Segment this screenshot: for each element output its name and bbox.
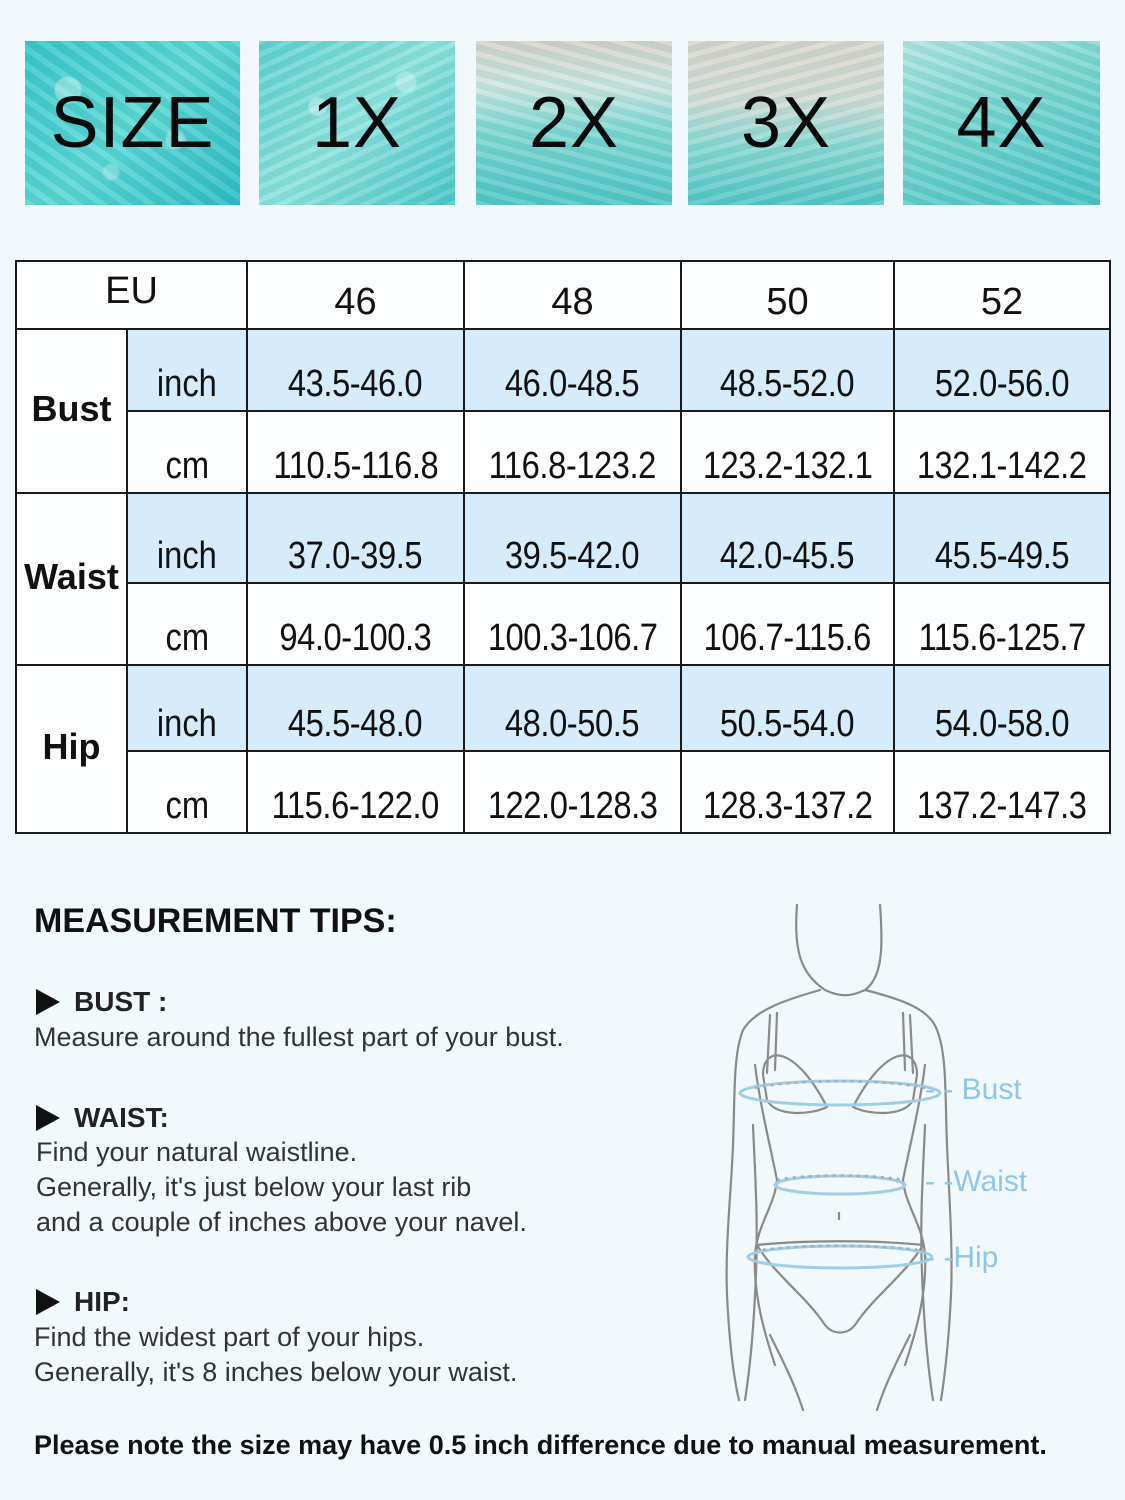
table-row (16, 665, 1110, 751)
table-cell (681, 665, 894, 751)
table-cell (681, 583, 894, 665)
tip-line: Generally, it's just below your last rib (36, 1172, 472, 1202)
tip-heading-text: WAIST: (74, 1102, 169, 1133)
unit-text: cm (165, 617, 209, 659)
unit-text: inch (157, 535, 217, 577)
cell-value: 137.2-147.3 (917, 785, 1087, 827)
table-cell (464, 411, 681, 493)
unit-label (127, 411, 247, 493)
group-label-bust: Bust (16, 329, 127, 493)
table-cell (247, 665, 464, 751)
tip-line: Generally, it's 8 inches below your waist. (34, 1357, 518, 1387)
table-cell (247, 493, 464, 583)
table-row (16, 751, 1110, 833)
table-cell (681, 751, 894, 833)
tip-heading-hip (36, 1286, 130, 1318)
cell-value: 50.5-54.0 (720, 703, 855, 745)
cell-value: 45.5-49.5 (934, 535, 1070, 577)
body-outline-illustration (715, 895, 1115, 1415)
table-cell (681, 329, 894, 411)
cell-value: 100.3-106.7 (487, 617, 658, 659)
table-cell (681, 493, 894, 583)
play-triangle-icon (36, 1289, 60, 1315)
size-tile-2x (476, 41, 672, 205)
table-row (16, 411, 1110, 493)
table-cell (464, 493, 681, 583)
table-cell (681, 411, 894, 493)
tip-text-bust (34, 1020, 564, 1055)
size-tile (25, 41, 240, 205)
unit-label (127, 751, 247, 833)
cell-value: 54.0-58.0 (934, 703, 1070, 745)
tip-heading-waist (36, 1102, 169, 1134)
tip-heading-text: BUST : (74, 986, 168, 1017)
size-tile-3x (688, 41, 884, 205)
tip-heading-text: HIP: (74, 1286, 130, 1317)
cell-value: 52.0-56.0 (934, 363, 1070, 405)
unit-text: inch (157, 363, 217, 405)
size-tiles (25, 41, 1100, 205)
hip-label: - -Hip (925, 1241, 999, 1274)
table-cell (894, 411, 1110, 493)
table-cell (247, 329, 464, 411)
table-cell (464, 665, 681, 751)
cell-value: 43.5-46.0 (288, 363, 423, 405)
tip-line: Find the widest part of your hips. (34, 1322, 425, 1352)
play-triangle-icon (36, 1105, 60, 1131)
waist-label: - -Waist (925, 1165, 1028, 1198)
bust-label: - - Bust (925, 1073, 1022, 1106)
tip-text-hip (34, 1320, 517, 1390)
size-tile-label: 2X (528, 83, 620, 163)
unit-label (127, 665, 247, 751)
eu-size: 52 (894, 261, 1110, 329)
cell-value: 122.0-128.3 (487, 785, 658, 827)
cell-value: 132.1-142.2 (917, 445, 1087, 487)
unit-label (127, 329, 247, 411)
cell-value: 116.8-123.2 (488, 445, 657, 487)
cell-value: 128.3-137.2 (702, 785, 873, 827)
cell-value: 115.6-122.0 (271, 785, 440, 827)
tip-line: Measure around the fullest part of your bust. (34, 1022, 564, 1052)
measurement-tips-title: MEASUREMENT TIPS: (34, 902, 397, 940)
eu-size: 46 (247, 261, 464, 329)
unit-text: cm (165, 785, 209, 827)
cell-value: 48.5-52.0 (720, 363, 855, 405)
size-tile-label: SIZE (50, 83, 215, 163)
tip-line: and a couple of inches above your navel. (36, 1207, 527, 1237)
table-row (16, 583, 1110, 665)
unit-text: cm (165, 445, 209, 487)
table-header-row (16, 261, 1110, 329)
table-cell (894, 751, 1110, 833)
cell-value: 106.7-115.6 (703, 617, 872, 659)
size-tile-4x (903, 41, 1100, 205)
cell-value: 39.5-42.0 (505, 535, 640, 577)
cell-value: 123.2-132.1 (702, 445, 873, 487)
cell-value: 48.0-50.5 (505, 703, 640, 745)
cell-value: 46.0-48.5 (505, 363, 640, 405)
table-cell (894, 665, 1110, 751)
table-row (16, 493, 1110, 583)
eu-label: EU (16, 261, 247, 329)
size-tile-label: 3X (740, 83, 832, 163)
size-chart-table (15, 260, 1111, 834)
table-row (16, 329, 1110, 411)
group-label-hip: Hip (16, 665, 127, 833)
unit-text: inch (157, 703, 217, 745)
tip-text-waist (36, 1135, 527, 1240)
size-tile-label: 4X (956, 83, 1047, 163)
measurement-note: Please note the size may have 0.5 inch difference due to manual measurement. (34, 1430, 1047, 1460)
play-triangle-icon (36, 989, 60, 1015)
unit-label (127, 583, 247, 665)
cell-value: 42.0-45.5 (720, 535, 855, 577)
table-cell (247, 751, 464, 833)
size-tile-1x (259, 41, 455, 205)
cell-value: 110.5-116.8 (273, 445, 438, 487)
eu-size: 48 (464, 261, 681, 329)
tip-line: Find your natural waistline. (36, 1137, 358, 1167)
table-cell (247, 411, 464, 493)
tip-heading-bust (36, 986, 167, 1018)
cell-value: 94.0-100.3 (279, 617, 432, 659)
size-tile-label: 1X (311, 83, 403, 163)
unit-label (127, 493, 247, 583)
table-cell (464, 329, 681, 411)
cell-value: 37.0-39.5 (288, 535, 423, 577)
table-cell (247, 583, 464, 665)
group-label-waist: Waist (16, 493, 127, 665)
cell-value: 45.5-48.0 (288, 703, 423, 745)
table-cell (894, 329, 1110, 411)
cell-value: 115.6-125.7 (918, 617, 1086, 659)
table-cell (464, 751, 681, 833)
table-cell (894, 493, 1110, 583)
table-cell (464, 583, 681, 665)
table-cell (894, 583, 1110, 665)
eu-size: 50 (681, 261, 894, 329)
body-figure (715, 895, 1115, 1415)
